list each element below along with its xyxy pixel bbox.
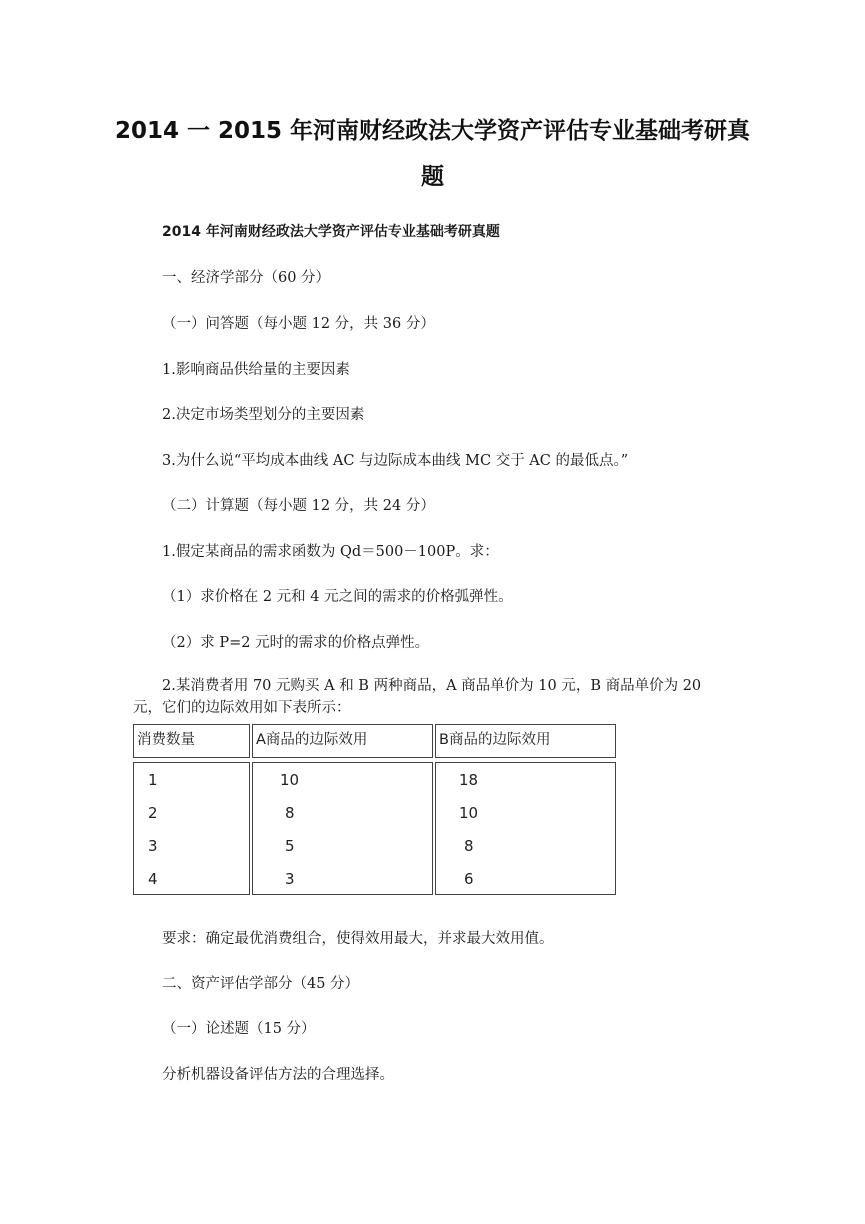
table-cell: 3 <box>285 870 295 888</box>
part-calc-heading: （二）计算题（每小题 12 分，共 24 分） <box>162 498 435 514</box>
question-3: 3.为什么说“平均成本曲线 AC 与边际成本曲线 MC 交于 AC 的最低点。” <box>162 453 629 469</box>
table-header-a-utility: A商品的边际效用 <box>252 724 433 758</box>
calc-question-2 <box>133 675 733 719</box>
table-column-quantity <box>133 762 250 895</box>
table-header-b-utility: B商品的边际效用 <box>435 724 616 758</box>
calc-question-2-text: 2.某消费者用 70 元购买 A 和 B 两种商品，A 商品单价为 10 元，B 商品单价为 20 元，它们的边际效用如下表所示： <box>133 678 702 716</box>
table-cell: 6 <box>464 870 474 888</box>
calc-question-1-b: （2）求 P=2 元时的需求的价格点弹性。 <box>162 635 430 651</box>
table-cell: 3 <box>148 837 158 855</box>
document-title-line-2: 题 <box>421 164 444 190</box>
table-cell: 10 <box>280 771 300 789</box>
calc-question-1: 1.假定某商品的需求函数为 Qd＝500－100P。求： <box>162 544 499 560</box>
section-valuation-heading: 二、资产评估学部分（45 分） <box>162 976 360 992</box>
document-title-line-1: 2014 一 2015 年河南财经政法大学资产评估专业基础考研真 <box>114 118 751 144</box>
table-cell: 2 <box>148 804 158 822</box>
exam-subtitle: 2014 年河南财经政法大学资产评估专业基础考研真题 <box>162 224 500 240</box>
table-cell: 8 <box>285 804 295 822</box>
table-cell: 1 <box>148 771 158 789</box>
table-column-b-utility <box>435 762 616 895</box>
table-cell: 8 <box>464 837 474 855</box>
requirement-text: 要求：确定最优消费组合，使得效用最大，并求最大效用值。 <box>162 931 554 947</box>
table-header-quantity: 消费数量 <box>133 724 250 758</box>
table-column-a-utility <box>252 762 433 895</box>
table-cell: 18 <box>459 771 479 789</box>
table-cell: 4 <box>148 870 158 888</box>
calc-question-1-a: （1）求价格在 2 元和 4 元之间的需求的价格弧弹性。 <box>162 589 513 605</box>
part-qa-heading: （一）问答题（每小题 12 分，共 36 分） <box>162 316 435 332</box>
question-2: 2.决定市场类型划分的主要因素 <box>162 407 365 423</box>
essay-question: 分析机器设备评估方法的合理选择。 <box>162 1067 394 1083</box>
table-cell: 5 <box>285 837 295 855</box>
part-essay-heading: （一）论述题（15 分） <box>162 1021 316 1037</box>
question-1: 1.影响商品供给量的主要因素 <box>162 362 350 378</box>
section-economics-heading: 一、经济学部分（60 分） <box>162 270 331 286</box>
table-cell: 10 <box>459 804 479 822</box>
